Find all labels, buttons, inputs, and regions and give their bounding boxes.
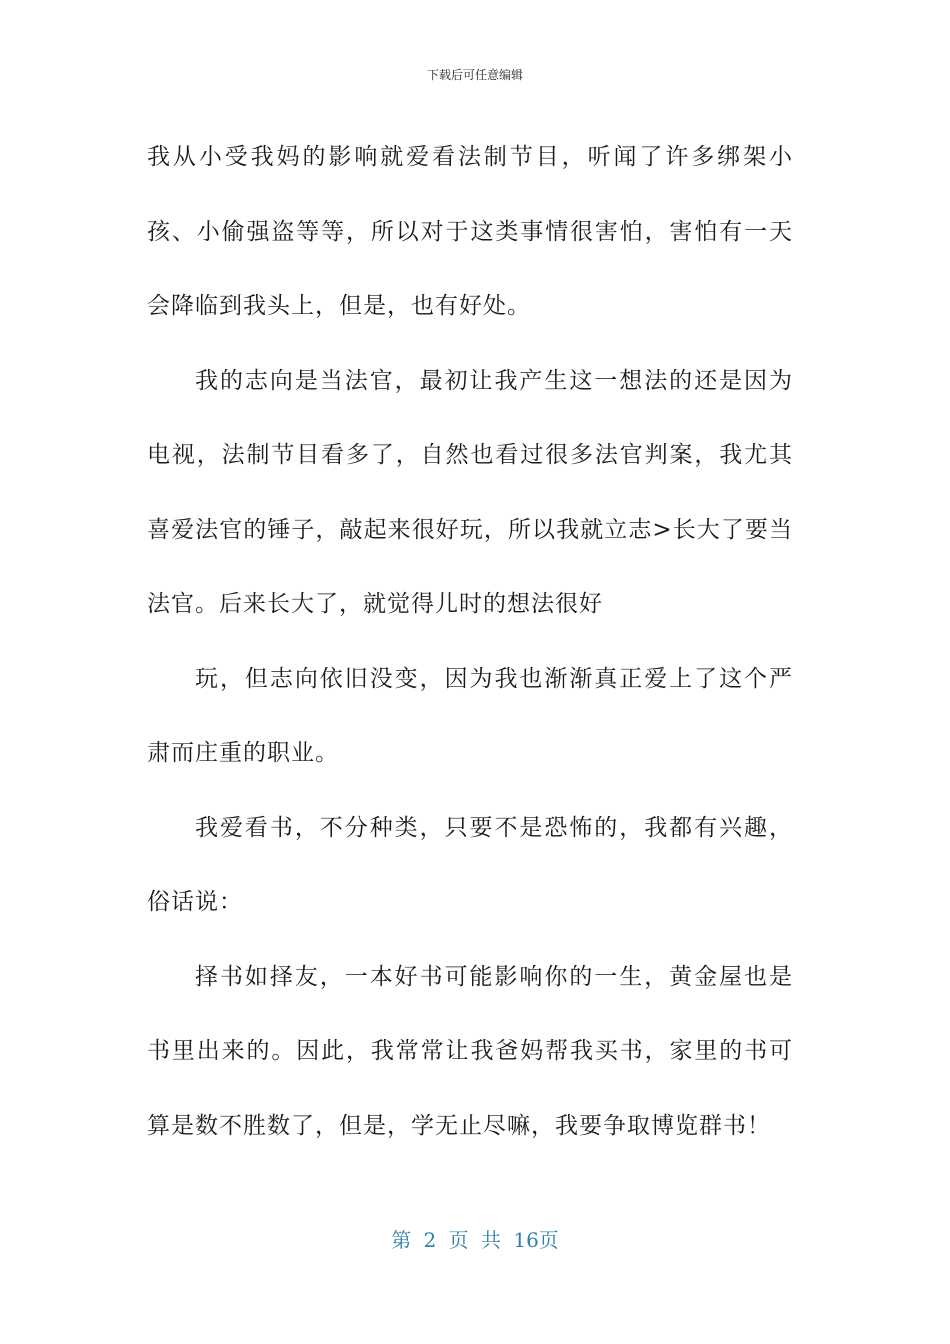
paragraph-1: 我从小受我妈的影响就爱看法制节目，听闻了许多绑架小孩、小偷强盗等等，所以对于这类事情很害怕，害怕有一天会降临到我头上，但是，也有好处。 bbox=[147, 144, 793, 319]
paragraph-4: 我爱看书，不分种类，只要不是恐怖的，我都有兴趣，俗话说： bbox=[147, 814, 793, 915]
page-header: 下载后可任意编辑 bbox=[426, 68, 523, 82]
page-number-footer: 第 2 页 共 16页 bbox=[391, 1228, 559, 1252]
paragraph-2: 我的志向是当法官，最初让我产生这一想法的还是因为电视，法制节目看多了，自然也看过很多法官判案，我尤其喜爱法官的锤子，敲起来很好玩，所以我就立志>长大了要当法官。后来长大了，就觉得儿时的想法很好 bbox=[147, 367, 793, 617]
document-body bbox=[147, 120, 793, 1163]
paragraph-3: 玩，但志向依旧没变，因为我也渐渐真正爱上了这个严肃而庄重的职业。 bbox=[147, 665, 793, 766]
paragraph-5: 择书如择友，一本好书可能影响你的一生，黄金屋也是书里出来的。因此，我常常让我爸妈帮我买书，家里的书可算是数不胜数了，但是，学无止尽嘛，我要争取博览群书！ bbox=[147, 963, 793, 1139]
